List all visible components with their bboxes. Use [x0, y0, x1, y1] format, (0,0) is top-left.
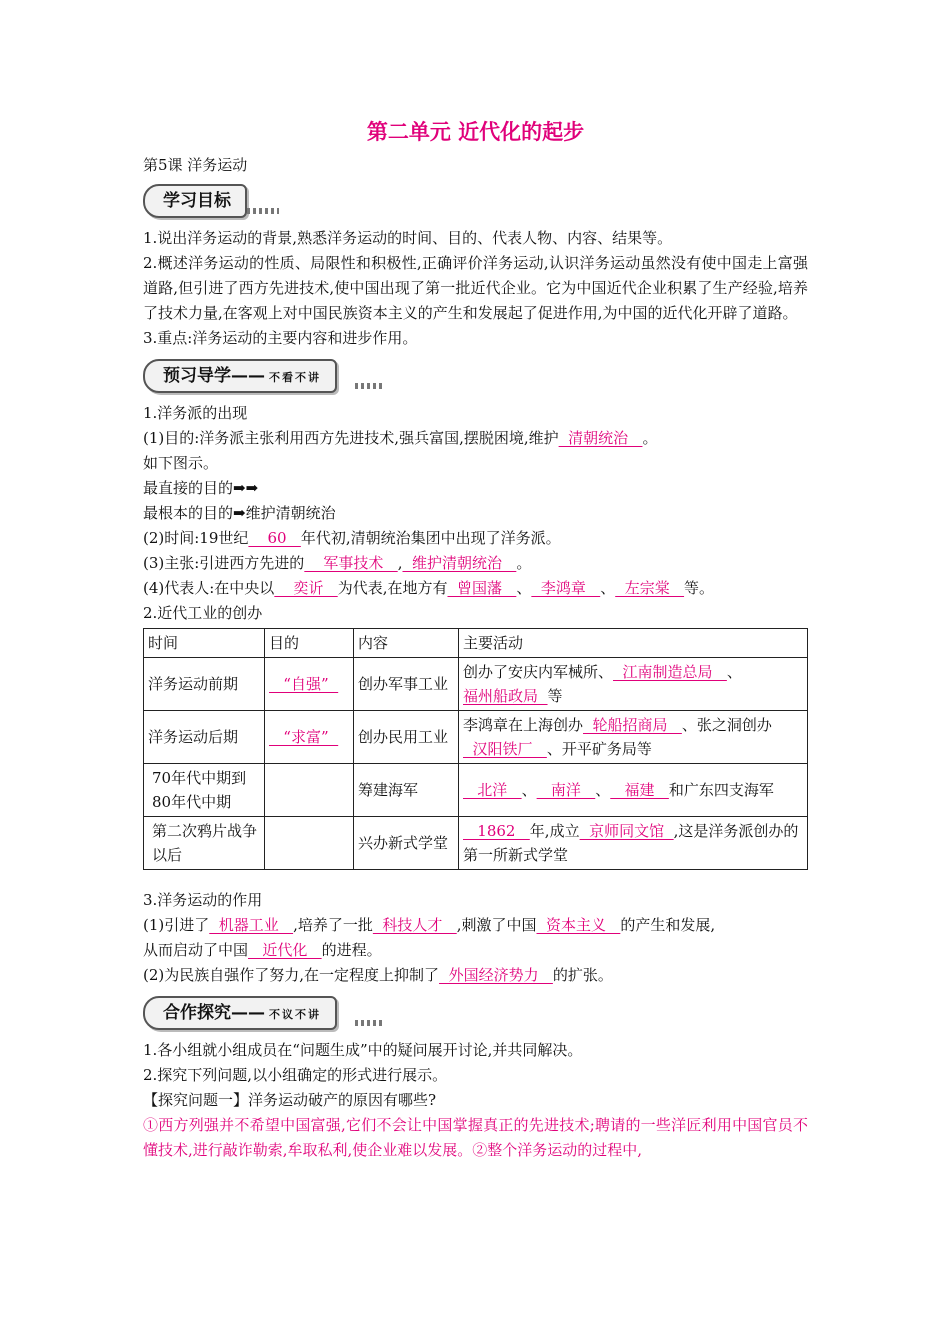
answer-blank: 科技人才 — [372, 916, 457, 934]
goal-item: 2.概述洋务运动的性质、局限性和积极性,正确评价洋务运动,认识洋务运动虽然没有使中国走上富强道路,但引进了西方先进技术,使中国出现了第一批近代企业。它为中国近代企业积累了生产经验,培养了技术力量,在客观上对中国民族资本主义的产生和发展起了促进作用,为中国的近代化开辟了道路。 — [143, 254, 808, 322]
inquiry-question: 【探究问题一】洋务运动破产的原因有哪些? — [143, 1091, 437, 1109]
answer-blank: 曾国藩 — [447, 579, 517, 597]
cell-activity: 李鸿章在上海创办 轮船招商局 、张之洞创办 汉阳铁厂 、开平矿务局等 — [459, 711, 808, 764]
answer-blank: 近代化 — [248, 941, 322, 959]
table-row — [144, 658, 808, 711]
fill-line: (2)时间:19世纪 60 年代初,清朝统治集团中出现了洋务派。 — [143, 529, 561, 547]
cell-activity: 创办了安庆内军械所、 江南制造总局 、福州船政局 等 — [459, 658, 808, 711]
column-header: 内容 — [354, 629, 459, 658]
coop-badge — [143, 994, 808, 1030]
cell-activity: 北洋 、 南洋 、 福建 和广东四支海军 — [459, 764, 808, 817]
inquiry-answer: ①西方列强并不希望中国富强,它们不会让中国掌握真正的先进技术;聘请的一些洋匠利用中国官员不懂技术,进行敲诈勒索,牟取私利,使企业难以发展。②整个洋务运动的过程中, — [143, 1116, 808, 1159]
section-heading: 1.洋务派的出现 — [143, 404, 248, 422]
answer-blank: 资本主义 — [536, 916, 621, 934]
table-row — [144, 711, 808, 764]
cell-purpose: “求富” — [265, 711, 354, 764]
answer-blank: 李鸿章 — [531, 579, 601, 597]
table-header-row — [144, 629, 808, 658]
cell-time: 洋务运动后期 — [144, 711, 265, 764]
fill-line: (1)引进了 机器工业 ,培养了一批 科技人才 ,刺激了中国 资本主义 的产生和发展, — [143, 916, 716, 934]
column-header: 目的 — [265, 629, 354, 658]
worksheet-page — [143, 118, 808, 1163]
note-line: 如下图示。 — [143, 454, 219, 472]
answer-blank: 奕䜣 — [274, 579, 338, 597]
fill-line: (2)为民族自强作了努力,在一定程度上抑制了 外国经济势力 的扩张。 — [143, 966, 613, 984]
cell-purpose — [265, 817, 354, 870]
fill-line: (3)主张:引进西方先进的 军事技术 , 维护清朝统治 。 — [143, 554, 532, 572]
fill-line: (4)代表人:在中央以 奕䜣 为代表,在地方有 曾国藩 、 李鸿章 、 左宗棠 等。 — [143, 579, 715, 597]
cell-purpose: “自强” — [265, 658, 354, 711]
cell-activity: 1862 年,成立 京师同文馆 ,这是洋务派创办的第一所新式学堂 — [459, 817, 808, 870]
dotted-rule — [247, 208, 279, 214]
cell-time: 70年代中期到80年代中期 — [144, 764, 265, 817]
answer-blank: 机器工业 — [209, 916, 294, 934]
coop-item: 1.各小组就小组成员在“问题生成”中的疑问展开讨论,并共同解决。 — [143, 1041, 583, 1059]
answer-blank: 60 — [248, 529, 301, 547]
coop-badge-label: 合作探究—— 不议不讲 — [143, 996, 337, 1030]
section-heading: 3.洋务运动的作用 — [143, 891, 263, 909]
industry-table — [143, 628, 808, 870]
fill-line: (1)目的:洋务派主张利用西方先进技术,强兵富国,摆脱困境,维护 清朝统治 。 — [143, 429, 658, 447]
goals-badge-label: 学习目标 — [143, 184, 247, 218]
table-row — [144, 764, 808, 817]
goal-item: 3.重点:洋务运动的主要内容和进步作用。 — [143, 329, 418, 347]
table-row — [144, 817, 808, 870]
column-header: 主要活动 — [459, 629, 808, 658]
preview-badge — [143, 357, 808, 393]
cell-time: 洋务运动前期 — [144, 658, 265, 711]
answer-blank: 外国经济势力 — [439, 966, 553, 984]
unit-title: 第二单元 近代化的起步 — [366, 119, 585, 144]
fill-line: 从而启动了中国 近代化 的进程。 — [143, 941, 382, 959]
cell-content: 创办民用工业 — [354, 711, 459, 764]
answer-blank: 清朝统治 — [558, 429, 643, 447]
goal-item: 1.说出洋务运动的背景,熟悉洋务运动的时间、目的、代表人物、内容、结果等。 — [143, 229, 673, 247]
answer-blank: 军事技术 — [304, 554, 398, 572]
dotted-rule — [355, 1020, 383, 1026]
dotted-rule — [355, 383, 383, 389]
cell-content: 创办军事工业 — [354, 658, 459, 711]
cell-time: 第二次鸦片战争以后 — [144, 817, 265, 870]
answer-blank: 维护清朝统治 — [402, 554, 517, 572]
answer-blank: 左宗棠 — [615, 579, 685, 597]
column-header: 时间 — [144, 629, 265, 658]
section-heading: 2.近代工业的创办 — [143, 604, 263, 622]
preview-badge-label: 预习导学—— 不看不讲 — [143, 359, 337, 393]
cell-purpose — [265, 764, 354, 817]
direct-purpose-line: 最直接的目的➡➡ — [143, 479, 259, 497]
coop-item: 2.探究下列问题,以小组确定的形式进行展示。 — [143, 1066, 448, 1084]
cell-content: 筹建海军 — [354, 764, 459, 817]
goals-badge — [143, 182, 808, 218]
root-purpose-line: 最根本的目的➡维护清朝统治 — [143, 504, 336, 522]
lesson-title: 第5课 洋务运动 — [143, 156, 248, 174]
spacer — [143, 874, 808, 888]
cell-content: 兴办新式学堂 — [354, 817, 459, 870]
